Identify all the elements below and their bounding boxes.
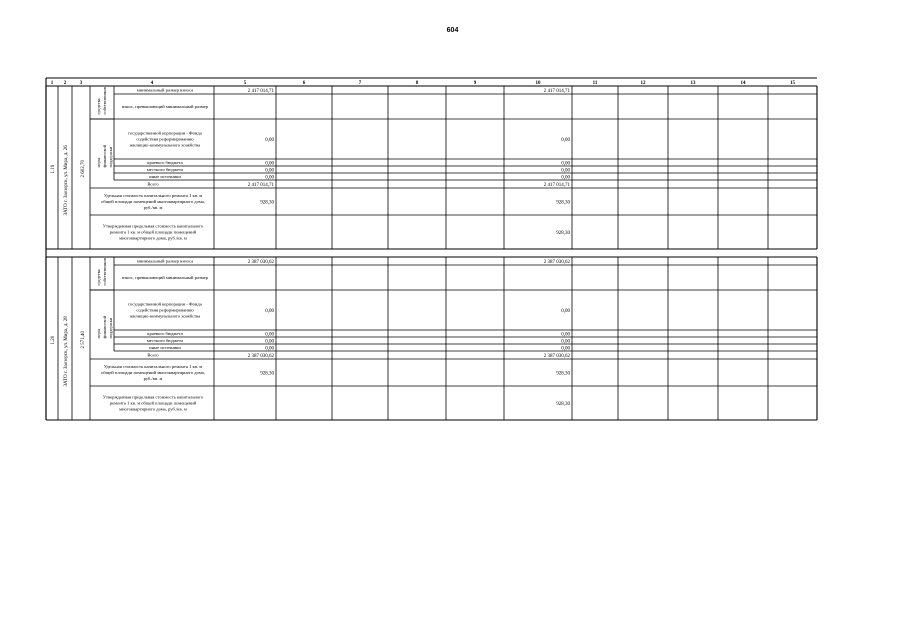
value-col10: 0,00 (561, 332, 570, 338)
value-col5: 0,00 (265, 332, 274, 338)
value-col10: 0,00 (561, 161, 570, 167)
column-number: 6 (302, 81, 306, 86)
section-area: 2 571,40 (81, 331, 86, 349)
value-col10: 2 417 014,71 (543, 89, 570, 94)
value-col5: 2 417 014,71 (247, 183, 274, 188)
column-number: 12 (640, 81, 646, 86)
row-label: местного бюджета (146, 338, 184, 343)
value-col10: 0,00 (561, 346, 570, 352)
value-col5: 0,00 (265, 168, 274, 174)
value-col5: 928,30 (260, 200, 274, 206)
group-fin-label: меры (96, 157, 101, 168)
value-col10: 928,30 (556, 371, 570, 377)
column-number: 14 (740, 81, 746, 86)
row-label: общей площади помещений многоквартирного дома, (101, 199, 205, 204)
column-number: 3 (79, 81, 83, 86)
section-address: ЗАТО г. Заозерск, ул. Мира, д. 26 (64, 145, 69, 216)
value-col10: 0,00 (561, 138, 570, 143)
group-fin-label: поддержки (108, 317, 113, 339)
group-fin-label: финансовой (102, 144, 107, 168)
row-label: Удельная стоимость капитального ремонта 1 кв. м (103, 193, 203, 198)
value-col10: 928,30 (556, 200, 570, 206)
value-col10: 928,30 (556, 402, 570, 407)
row-label: руб./кв. м (143, 376, 163, 381)
value-col10: 2 417 014,71 (543, 183, 570, 188)
group-own-label: собственников (102, 258, 107, 286)
row-label: взнос, превышающий минимальный размер (122, 104, 208, 109)
row-label: содействия реформированию (136, 136, 194, 142)
row-label: руб./кв. м (143, 205, 163, 210)
group-fin-label: поддержки (108, 146, 113, 168)
value-col10: 2 387 030,62 (543, 260, 570, 265)
value-col10: 2 387 030,62 (543, 354, 570, 359)
column-number: 2 (63, 81, 67, 86)
row-label: Всего (147, 181, 159, 187)
row-label: Утвержденная предельная стоимость капитального (102, 394, 204, 400)
row-label: ремонта 1 кв. м общей площади помещений (109, 229, 197, 235)
section-number: 1.19 (51, 164, 56, 174)
column-number: 11 (592, 81, 598, 86)
column-number: 5 (243, 81, 247, 86)
value-col5: 2 387 030,62 (247, 260, 274, 265)
group-own-label: средства (96, 98, 101, 115)
value-col5: 0,00 (265, 161, 274, 167)
value-col5: 0,00 (265, 309, 274, 314)
row-label: содействия реформированию (136, 307, 194, 313)
row-label: краевого бюджета (147, 160, 183, 165)
row-label: государственной корпорации - Фонда (128, 301, 202, 307)
row-label: жилищно-коммунального хозяйства (129, 313, 201, 319)
row-label: иные источники (149, 174, 181, 179)
row-label: иные источники (149, 345, 181, 350)
row-label: Всего (147, 352, 159, 358)
value-col5: 0,00 (265, 346, 274, 352)
row-label: минимальный размер взноса (136, 87, 194, 93)
value-col10: 0,00 (561, 339, 570, 345)
row-label: краевого бюджета (147, 331, 183, 336)
row-label: государственной корпорации - Фонда (128, 130, 202, 136)
value-col5: 928,30 (260, 371, 274, 377)
row-label: общей площади помещений многоквартирного дома, (101, 370, 205, 375)
value-col5: 0,00 (265, 175, 274, 181)
column-number: 7 (358, 81, 362, 86)
column-number: 15 (790, 81, 795, 86)
section-address: ЗАТО г. Заозерск, ул. Мира, д. 28 (64, 316, 69, 387)
row-label: местного бюджета (146, 167, 184, 172)
column-number: 9 (473, 81, 477, 86)
group-fin-label: финансовой (102, 315, 107, 339)
value-col5: 2 387 030,62 (247, 354, 274, 359)
value-col10: 928,30 (556, 231, 570, 236)
row-label: Утвержденная предельная стоимость капитального (102, 223, 204, 229)
value-col5: 2 417 014,71 (247, 89, 274, 94)
value-col5: 0,00 (265, 138, 274, 143)
row-label: жилищно-коммунального хозяйства (129, 142, 201, 148)
section-area: 2 602,70 (81, 160, 86, 178)
group-own-label: собственников (102, 87, 107, 115)
column-number: 1 (50, 81, 54, 86)
value-col10: 0,00 (561, 175, 570, 181)
column-number: 8 (415, 81, 419, 86)
group-own-label: средства (96, 269, 101, 286)
value-col10: 0,00 (561, 168, 570, 174)
value-col5: 0,00 (265, 339, 274, 345)
value-col10: 0,00 (561, 309, 570, 314)
section-number: 1.20 (51, 335, 56, 345)
row-label: Удельная стоимость капитального ремонта 1 кв. м (103, 364, 203, 369)
column-number: 13 (690, 81, 696, 86)
row-label: многоквартирного дома, руб./кв. м (119, 235, 187, 241)
row-label: взнос, превышающий минимальный размер (122, 275, 208, 280)
page-number: 604 (446, 27, 459, 34)
column-number: 10 (535, 81, 541, 86)
row-label: многоквартирного дома, руб./кв. м (119, 406, 187, 412)
row-label: ремонта 1 кв. м общей площади помещений (109, 400, 197, 406)
column-number: 4 (150, 81, 154, 86)
row-label: минимальный размер взноса (136, 258, 194, 264)
group-fin-label: меры (96, 328, 101, 339)
